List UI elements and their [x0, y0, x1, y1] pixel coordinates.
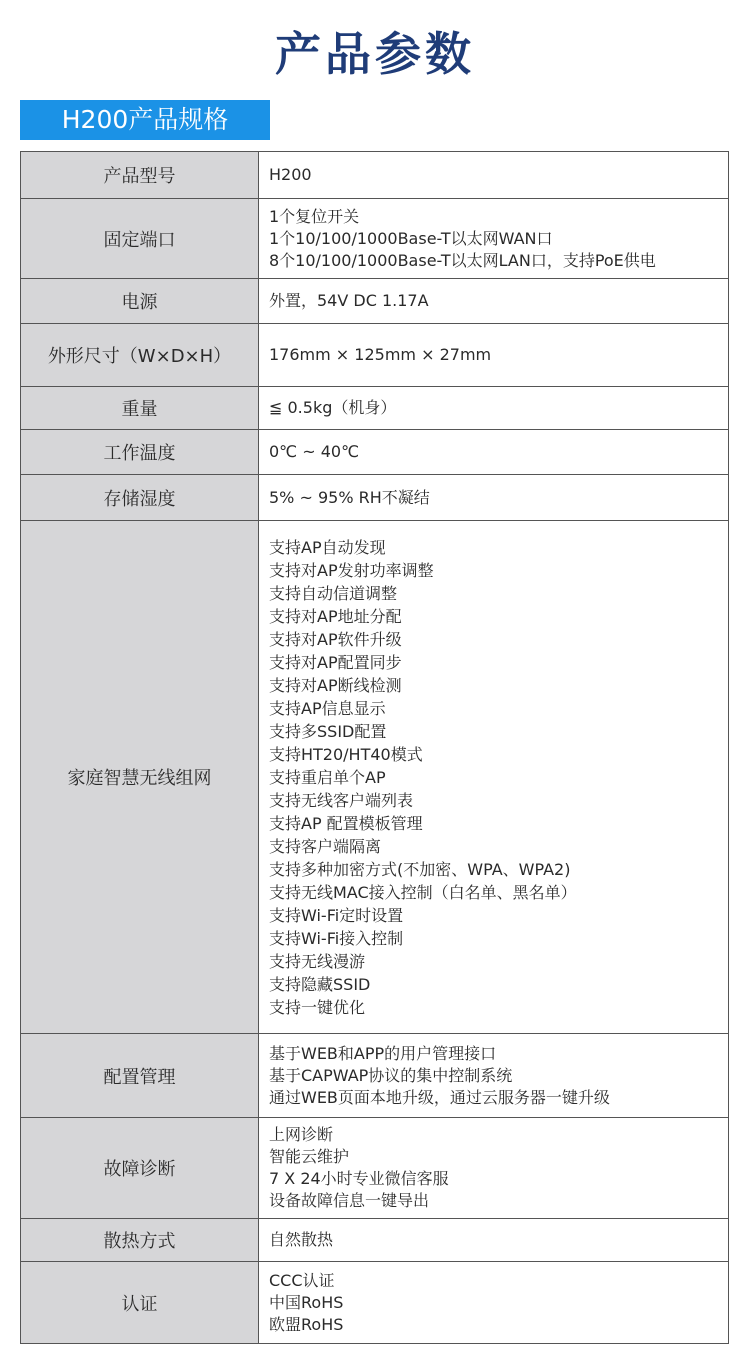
- section-title: H200产品规格: [20, 100, 270, 140]
- spec-row: [21, 324, 729, 387]
- spec-value-line: 支持重启单个AP: [269, 767, 386, 787]
- spec-value-line: 0℃ ~ 40℃: [269, 442, 360, 461]
- spec-value-line: 支持无线漫游: [269, 951, 366, 971]
- spec-value-line: 7 X 24小时专业微信客服: [269, 1169, 449, 1188]
- spec-value: [259, 430, 729, 475]
- spec-value-line: 8个10/100/1000Base-T以太网LAN口，支持PoE供电: [269, 250, 656, 270]
- spec-label: 固定端口: [21, 199, 259, 279]
- spec-label: 工作温度: [21, 430, 259, 475]
- spec-value-line: 支持对AP配置同步: [269, 652, 402, 672]
- spec-value-line: 1个10/100/1000Base-T以太网WAN口: [269, 228, 553, 248]
- spec-row: [21, 1118, 729, 1219]
- spec-value-line: 支持对AP发射功率调整: [269, 560, 434, 580]
- spec-value: [259, 199, 729, 279]
- spec-value-line: 智能云维护: [269, 1147, 350, 1166]
- spec-label: 故障诊断: [21, 1118, 259, 1219]
- spec-value: [259, 1219, 729, 1262]
- spec-value-line: 外置，54V DC 1.17A: [269, 291, 429, 310]
- spec-row: [21, 521, 729, 1034]
- spec-label: 外形尺寸（W×D×H）: [21, 324, 259, 387]
- spec-row: [21, 152, 729, 199]
- spec-value-line: 1个复位开关: [269, 206, 360, 226]
- spec-value-line: 基于CAPWAP协议的集中控制系统: [269, 1065, 513, 1085]
- spec-row: [21, 1262, 729, 1344]
- spec-value-line: 176mm × 125mm × 27mm: [269, 345, 492, 364]
- spec-label: 家庭智慧无线组网: [21, 521, 259, 1034]
- spec-label: 产品型号: [21, 152, 259, 199]
- spec-value: [259, 475, 729, 521]
- spec-label: 散热方式: [21, 1219, 259, 1262]
- spec-table-body: [21, 152, 729, 1344]
- spec-value-line: 中国RoHS: [269, 1292, 344, 1312]
- spec-label: 配置管理: [21, 1034, 259, 1118]
- spec-value: [259, 152, 729, 199]
- spec-value-line: 支持AP自动发现: [269, 537, 386, 557]
- spec-value-line: 设备故障信息一键导出: [269, 1191, 430, 1210]
- spec-value-line: H200: [269, 165, 312, 184]
- spec-value: [259, 1262, 729, 1344]
- spec-value-line: 支持对AP软件升级: [269, 629, 402, 649]
- spec-value-line: 支持多SSID配置: [269, 721, 387, 741]
- spec-value-line: 支持对AP地址分配: [269, 606, 402, 626]
- spec-row: [21, 279, 729, 324]
- spec-value-line: 支持HT20/HT40模式: [269, 744, 423, 764]
- spec-value-line: CCC认证: [269, 1270, 335, 1290]
- spec-value-line: 支持Wi-Fi定时设置: [269, 905, 404, 925]
- spec-value-line: 支持Wi-Fi接入控制: [269, 928, 404, 948]
- spec-value-line: 支持一键优化: [269, 997, 366, 1017]
- spec-value-line: 支持AP 配置模板管理: [269, 813, 423, 833]
- spec-value-line: 基于WEB和APP的用户管理接口: [269, 1043, 497, 1063]
- page-title: 产品参数: [275, 27, 475, 81]
- spec-value-line: 支持AP信息显示: [269, 698, 386, 718]
- spec-label: 存储湿度: [21, 475, 259, 521]
- spec-row: [21, 1034, 729, 1118]
- spec-value: [259, 279, 729, 324]
- spec-value-line: 欧盟RoHS: [269, 1314, 344, 1334]
- spec-row: [21, 475, 729, 521]
- spec-value-line: 5% ~ 95% RH不凝结: [269, 487, 430, 507]
- spec-value: [259, 1118, 729, 1219]
- spec-value: [259, 387, 729, 430]
- spec-value-line: 通过WEB页面本地升级，通过云服务器一键升级: [269, 1087, 610, 1107]
- spec-label: 重量: [21, 387, 259, 430]
- spec-row: [21, 1219, 729, 1262]
- spec-value-line: 自然散热: [269, 1230, 334, 1249]
- spec-value-line: 支持无线MAC接入控制（白名单、黑名单）: [269, 882, 577, 902]
- spec-label: 电源: [21, 279, 259, 324]
- spec-value-line: 支持客户端隔离: [269, 836, 382, 856]
- spec-label: 认证: [21, 1262, 259, 1344]
- spec-value: [259, 521, 729, 1034]
- spec-table: [20, 151, 729, 1344]
- spec-value-line: ≦ 0.5kg（机身）: [269, 398, 397, 417]
- spec-row: [21, 387, 729, 430]
- spec-value-line: 支持多种加密方式(不加密、WPA、WPA2): [269, 859, 571, 879]
- spec-value-line: 支持隐藏SSID: [269, 974, 371, 994]
- spec-value: [259, 324, 729, 387]
- spec-value-line: 上网诊断: [269, 1125, 334, 1144]
- spec-value-line: 支持无线客户端列表: [269, 790, 414, 810]
- spec-value-line: 支持自动信道调整: [269, 583, 398, 603]
- spec-row: [21, 199, 729, 279]
- spec-value-line: 支持对AP断线检测: [269, 675, 402, 695]
- spec-row: [21, 430, 729, 475]
- spec-value: [259, 1034, 729, 1118]
